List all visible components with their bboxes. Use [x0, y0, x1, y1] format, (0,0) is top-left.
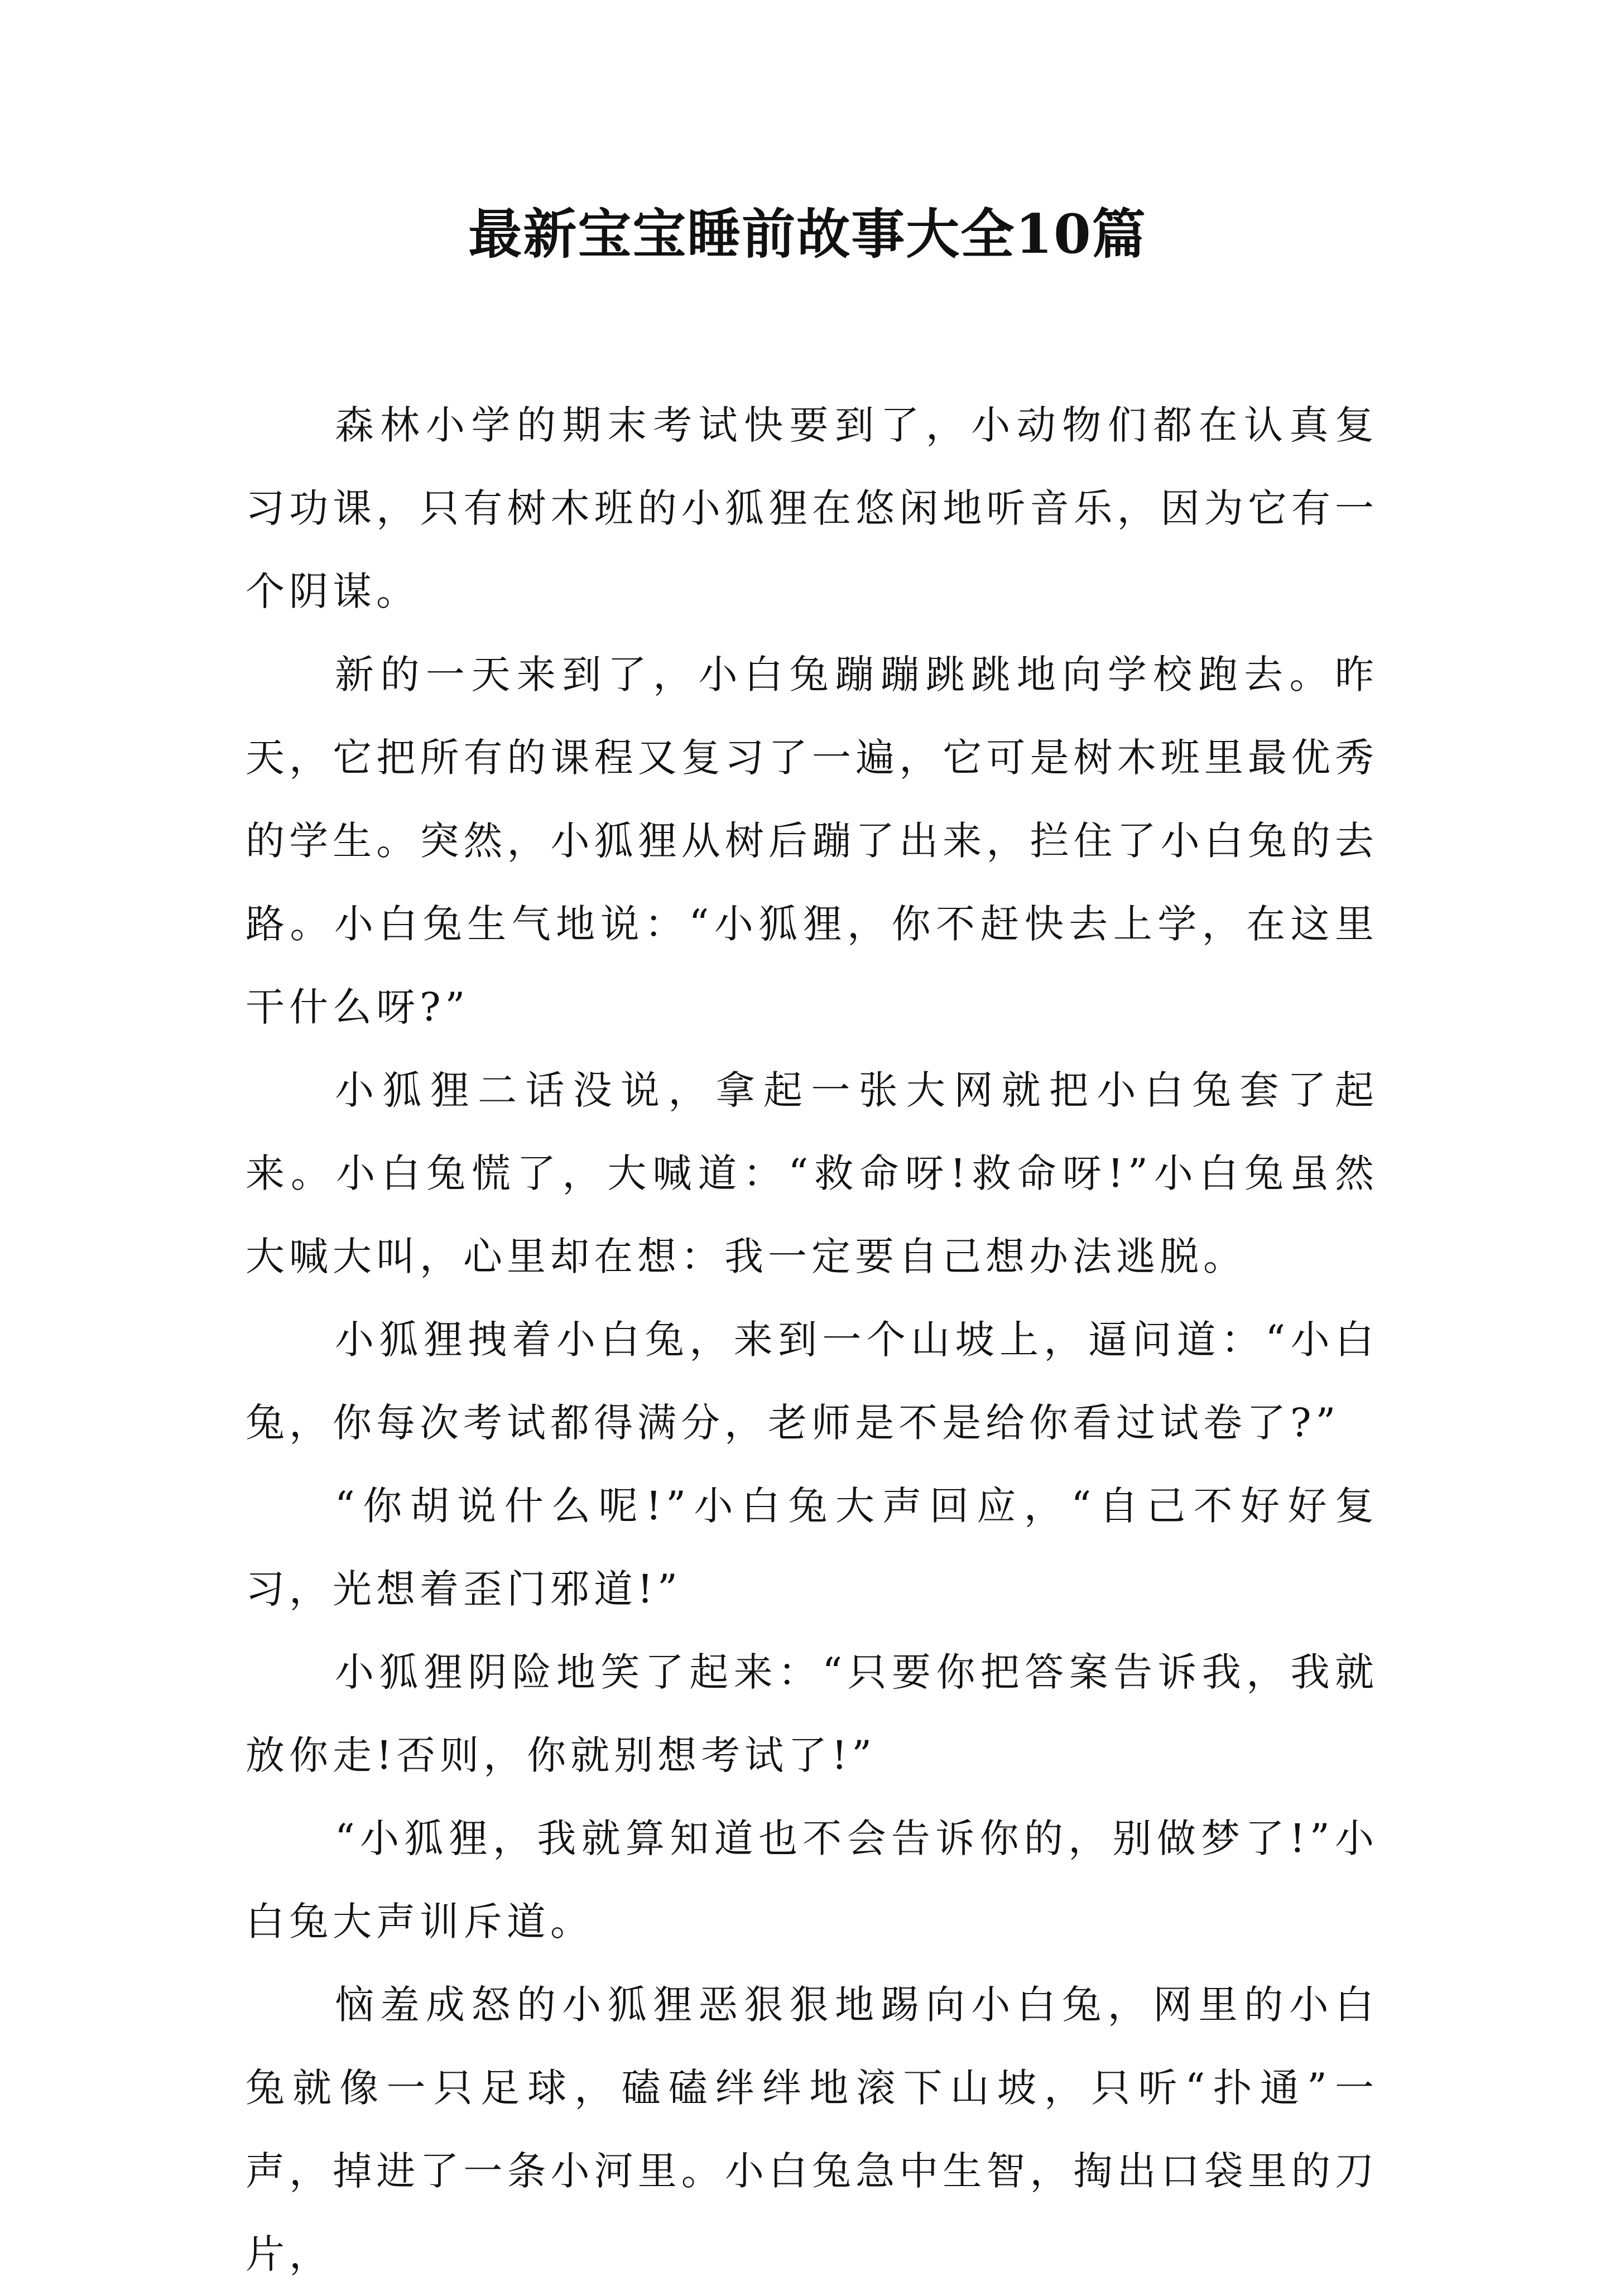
paragraph: 小狐狸阴险地笑了起来：“只要你把答案告诉我，我就放你走!否则，你就别想考试了!”: [246, 1649, 1378, 1778]
document-title: 最新宝宝睡前故事大全10篇: [468, 203, 1147, 266]
paragraph: 新的一天来到了，小白兔蹦蹦跳跳地向学校跑去。昨天，它把所有的课程又复习了一遍，它可是树木班里最优秀的学生。突然，小狐狸从树后蹦了出来，拦住了小白兔的去路。小白兔生气地说：“小狐狸，你不赶快去上学，在这里干什么呀?”: [246, 652, 1378, 1030]
paragraph: 小狐狸拽着小白兔，来到一个山坡上，逼问道：“小白兔，你每次考试都得满分，老师是不是给你看过试卷了?”: [246, 1317, 1378, 1446]
paragraph: 恼羞成怒的小狐狸恶狠狠地踢向小白兔，网里的小白兔就像一只足球，磕磕绊绊地滚下山坡，只听“扑通”一声，掉进了一条小河里。小白兔急中生智，掏出口袋里的刀片，: [246, 1982, 1378, 2277]
document-body: [246, 384, 1378, 2296]
paragraph: 森林小学的期末考试快要到了，小动物们都在认真复习功课，只有树木班的小狐狸在悠闲地听音乐，因为它有一个阴谋。: [246, 402, 1378, 614]
paragraph: “小狐狸，我就算知道也不会告诉你的，别做梦了!”小白兔大声训斥道。: [246, 1816, 1378, 1944]
paragraph: 小狐狸二话没说，拿起一张大网就把小白兔套了起来。小白兔慌了，大喊道：“救命呀!救命呀!”小白兔虽然大喊大叫，心里却在想：我一定要自己想办法逃脱。: [246, 1067, 1378, 1279]
paragraph: “你胡说什么呢!”小白兔大声回应，“自己不好好复习，光想着歪门邪道!”: [246, 1483, 1378, 1612]
